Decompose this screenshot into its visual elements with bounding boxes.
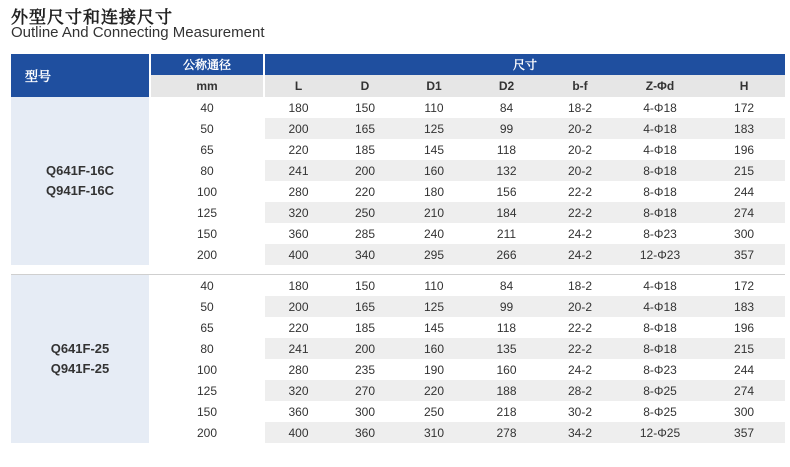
table-cell: 274	[703, 380, 785, 401]
table-cell: 160	[398, 160, 470, 181]
table-cell: 4-Φ18	[617, 118, 703, 139]
nominal-diameter-cell: 100	[151, 359, 265, 380]
table-cell: 320	[265, 380, 332, 401]
table-cell: 150	[354, 278, 376, 293]
table-cell: 12-Φ25	[617, 422, 703, 443]
table-cell: 215	[703, 160, 785, 181]
model-cell	[11, 97, 151, 265]
measurement-table	[11, 54, 785, 443]
table-row	[11, 275, 785, 296]
table-cell: 183	[703, 118, 785, 139]
table-cell: 183	[703, 296, 785, 317]
table-cell: 200	[332, 338, 398, 359]
table-cell: 4-Φ18	[617, 296, 703, 317]
table-cell: 24-2	[567, 226, 593, 241]
table-cell: 190	[423, 362, 445, 377]
table-cell: 8-Φ18	[617, 338, 703, 359]
table-cell: 274	[703, 202, 785, 223]
nominal-diameter-header: 公称通径	[151, 54, 265, 75]
table-cell: 145	[423, 320, 445, 335]
column-header-D2: D2	[470, 75, 543, 97]
model-name: Q941F-25	[50, 361, 110, 376]
column-header-H: H	[703, 75, 785, 97]
table-cell: 150	[354, 100, 376, 115]
table-cell: 211	[496, 226, 517, 241]
table-cell: 244	[734, 362, 755, 377]
nominal-diameter-cell: 125	[151, 202, 265, 223]
table-cell: 30-2	[567, 404, 593, 419]
unit-header: mm	[151, 75, 265, 97]
table-cell: 160	[398, 338, 470, 359]
table-cell: 8-Φ18	[643, 184, 677, 199]
nominal-diameter-cell: 40	[151, 97, 265, 118]
table-cell: 300	[734, 404, 755, 419]
table-cell: 285	[354, 226, 376, 241]
table-cell: 250	[332, 202, 398, 223]
table-cell: 196	[734, 320, 755, 335]
table-cell: 241	[265, 160, 332, 181]
table-cell: 22-2	[567, 320, 593, 335]
table-body	[11, 97, 785, 443]
table-cell: 125	[398, 118, 470, 139]
table-cell: 200	[265, 296, 332, 317]
table-cell: 300	[354, 404, 376, 419]
table-cell: 218	[496, 404, 517, 419]
table-cell: 300	[734, 226, 755, 241]
table-cell: 360	[288, 404, 309, 419]
table-cell: 8-Φ23	[643, 226, 677, 241]
table-cell: 132	[470, 160, 543, 181]
table-cell: 357	[703, 244, 785, 265]
table-cell: 4-Φ18	[643, 100, 677, 115]
nominal-diameter-cell: 100	[151, 181, 265, 202]
table-cell: 20-2	[543, 160, 617, 181]
model-name: Q941F-16C	[46, 183, 114, 198]
table-cell: 360	[332, 422, 398, 443]
column-header-zd: Z-Φd	[617, 75, 703, 97]
table-cell: 295	[398, 244, 470, 265]
table-cell: 99	[470, 118, 543, 139]
table-cell: 24-2	[567, 362, 593, 377]
table-cell: 84	[499, 278, 514, 293]
table-cell: 118	[496, 320, 517, 335]
table-cell: 145	[423, 142, 445, 157]
nominal-diameter-cell: 200	[151, 244, 265, 265]
table-cell: 156	[496, 184, 517, 199]
table-cell: 8-Φ25	[643, 404, 677, 419]
table-cell: 18-2	[567, 278, 593, 293]
column-header-bf: b-f	[543, 75, 617, 97]
nominal-diameter-cell: 40	[151, 275, 265, 296]
table-cell: 165	[332, 118, 398, 139]
nominal-diameter-cell: 80	[151, 160, 265, 181]
table-cell: 200	[265, 118, 332, 139]
group-separator	[11, 265, 785, 275]
table-cell: 20-2	[543, 296, 617, 317]
table-cell: 172	[734, 278, 755, 293]
model-name: Q641F-25	[50, 341, 110, 356]
table-cell: 24-2	[543, 244, 617, 265]
table-cell: 220	[398, 380, 470, 401]
table-cell: 118	[496, 142, 517, 157]
table-cell: 8-Φ18	[617, 160, 703, 181]
table-cell: 185	[354, 142, 376, 157]
table-cell: 110	[424, 278, 444, 293]
table-cell: 250	[423, 404, 445, 419]
table-cell: 220	[354, 184, 376, 199]
table-row	[11, 97, 785, 118]
nominal-diameter-cell: 125	[151, 380, 265, 401]
table-cell: 28-2	[543, 380, 617, 401]
table-cell: 180	[288, 100, 309, 115]
table-cell: 165	[332, 296, 398, 317]
table-cell: 125	[398, 296, 470, 317]
table-cell: 20-2	[543, 118, 617, 139]
table-cell: 110	[424, 100, 444, 115]
table-cell: 357	[703, 422, 785, 443]
model-cell	[11, 275, 151, 443]
page-subtitle: Outline And Connecting Measurement	[11, 24, 265, 41]
table-cell: 8-Φ23	[643, 362, 677, 377]
nominal-diameter-cell: 50	[151, 118, 265, 139]
table-cell: 20-2	[567, 142, 593, 157]
table-cell: 22-2	[543, 202, 617, 223]
table-cell: 200	[332, 160, 398, 181]
table-cell: 210	[398, 202, 470, 223]
table-cell: 185	[354, 320, 376, 335]
table-cell: 340	[332, 244, 398, 265]
table-cell: 220	[288, 320, 309, 335]
table-cell: 135	[470, 338, 543, 359]
nominal-diameter-cell: 50	[151, 296, 265, 317]
table-cell: 8-Φ18	[643, 320, 677, 335]
table-cell: 270	[332, 380, 398, 401]
table-cell: 196	[734, 142, 755, 157]
table-cell: 4-Φ18	[643, 142, 677, 157]
table-cell: 235	[354, 362, 376, 377]
page-title: 外型尺寸和连接尺寸	[11, 8, 173, 27]
table-cell: 99	[470, 296, 543, 317]
table-cell: 310	[398, 422, 470, 443]
nominal-diameter-cell: 150	[151, 401, 265, 422]
table-cell: 266	[470, 244, 543, 265]
table-cell: 180	[423, 184, 445, 199]
table-cell: 84	[499, 100, 514, 115]
nominal-diameter-cell: 65	[151, 139, 265, 160]
table-cell: 18-2	[567, 100, 593, 115]
nominal-diameter-cell: 150	[151, 223, 265, 244]
table-cell: 360	[288, 226, 309, 241]
table-cell: 22-2	[567, 184, 593, 199]
table-cell: 240	[423, 226, 445, 241]
nominal-diameter-cell: 80	[151, 338, 265, 359]
table-cell: 220	[288, 142, 309, 157]
table-cell: 34-2	[543, 422, 617, 443]
table-cell: 184	[470, 202, 543, 223]
table-cell: 4-Φ18	[643, 278, 677, 293]
table-cell: 180	[288, 278, 309, 293]
table-cell: 244	[734, 184, 755, 199]
table-cell: 8-Φ25	[617, 380, 703, 401]
table-cell: 215	[703, 338, 785, 359]
model-name: Q641F-16C	[46, 163, 114, 178]
table-cell: 8-Φ18	[617, 202, 703, 223]
table-cell: 188	[470, 380, 543, 401]
column-header-L: L	[265, 75, 332, 97]
size-header: 尺寸	[265, 54, 785, 75]
table-cell: 241	[265, 338, 332, 359]
table-cell: 12-Φ23	[617, 244, 703, 265]
table-cell: 400	[265, 422, 332, 443]
model-header: 型号	[11, 54, 151, 97]
nominal-diameter-cell: 200	[151, 422, 265, 443]
table-cell: 278	[470, 422, 543, 443]
table-cell: 280	[288, 184, 309, 199]
table-cell: 320	[265, 202, 332, 223]
column-header-D1: D1	[398, 75, 470, 97]
table-cell: 22-2	[543, 338, 617, 359]
table-cell: 280	[288, 362, 309, 377]
table-cell: 160	[496, 362, 517, 377]
column-header-D: D	[332, 75, 398, 97]
table-cell: 400	[265, 244, 332, 265]
table-cell: 172	[734, 100, 755, 115]
nominal-diameter-cell: 65	[151, 317, 265, 338]
